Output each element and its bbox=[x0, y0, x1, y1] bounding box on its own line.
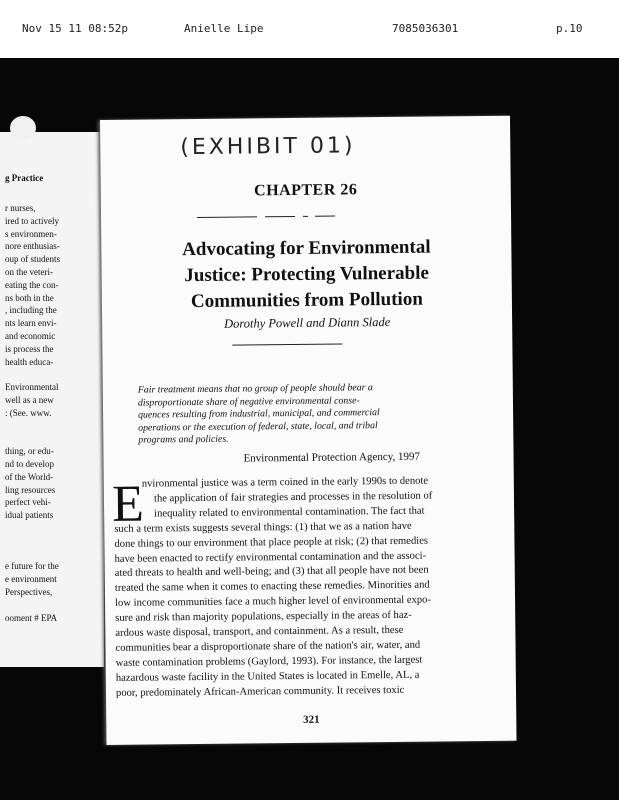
body-line: done things to our environment that place people at risk; (2) that remedies bbox=[114, 535, 429, 550]
body-line: hazardous waste facility in the United States is located in Emelle, AL, a bbox=[115, 669, 420, 684]
epigraph-line: operations or the execution of federal, state, local, and tribal bbox=[138, 419, 378, 434]
left-page-line: and economic bbox=[5, 331, 56, 341]
left-page-line: oup of students bbox=[5, 254, 60, 265]
body-line: have been enacted to rectify environmental contamination and the associ- bbox=[114, 550, 427, 565]
fax-sender: Anielle Lipe bbox=[184, 22, 264, 35]
left-page-line: of the World- bbox=[5, 471, 54, 482]
chapter-rule-dot bbox=[303, 216, 308, 217]
body-line: such a term exists suggests several things: (1) that we as a nation have bbox=[114, 520, 412, 535]
title-line: Advocating for Environmental bbox=[182, 236, 431, 261]
left-page-line: ired to actively bbox=[5, 215, 59, 226]
left-page-line: Environmental bbox=[5, 382, 59, 393]
scan-light-spot bbox=[10, 116, 36, 140]
left-page-line: well as a new bbox=[5, 395, 54, 405]
left-page-line: ooment # EPA bbox=[5, 612, 58, 623]
left-page-line: perfect vehi- bbox=[5, 497, 51, 508]
epigraph-source: Environmental Protection Agency, 1997 bbox=[243, 450, 421, 465]
fax-phone: 7085036301 bbox=[392, 22, 459, 35]
chapter-label: CHAPTER 26 bbox=[254, 181, 358, 200]
left-page-line: ling resources bbox=[5, 484, 56, 495]
left-page-line: e environment bbox=[5, 574, 57, 585]
body-text bbox=[111, 474, 456, 701]
page-number: 321 bbox=[302, 713, 320, 726]
left-page-line: , including the bbox=[5, 305, 57, 316]
title-line: Justice: Protecting Vulnerable bbox=[184, 262, 429, 287]
epigraph-line: quences resulting from industrial, municipal, and commercial bbox=[138, 407, 380, 421]
chapter-rule-mid bbox=[265, 216, 295, 217]
left-page-line: on the veteri- bbox=[5, 267, 53, 277]
left-page-line: Perspectives, bbox=[5, 587, 53, 597]
left-page-line: nts learn envi- bbox=[5, 318, 57, 329]
book-page bbox=[100, 116, 517, 745]
body-line: low income communities face a much higher level of environmental expo- bbox=[115, 594, 432, 610]
body-line: ated threats to health and well-being; and (3) that all people have not been bbox=[114, 565, 429, 580]
body-line: nvironmental justice was a term coined in the early 1990s to denote bbox=[141, 475, 429, 490]
left-page-line: e future for the bbox=[5, 561, 59, 572]
body-line: waste contamination problems (Gaylord, 1993). For instance, the largest bbox=[115, 654, 423, 669]
left-page-line: eating the con- bbox=[5, 279, 59, 290]
chapter-rule-left bbox=[197, 216, 257, 218]
chapter-authors: Dorothy Powell and Diann Slade bbox=[223, 314, 391, 331]
body-line: ardous waste disposal, transport, and containment. As a result, these bbox=[115, 624, 404, 639]
left-page-line: : (See. www. bbox=[5, 407, 52, 418]
left-page-line: s environmen- bbox=[5, 228, 57, 239]
chapter-title bbox=[101, 234, 512, 316]
epigraph bbox=[138, 382, 429, 448]
author-rule bbox=[232, 343, 342, 345]
epigraph-line: programs and policies. bbox=[138, 434, 229, 446]
body-line: the application of fair strategies and processes in the resolution of bbox=[153, 490, 433, 505]
body-line: treated the same when it comes to enacting these remedies. Minorities and bbox=[114, 579, 430, 595]
fax-header bbox=[0, 22, 619, 38]
fax-page: p.10 bbox=[556, 22, 583, 35]
exhibit-label: (EXHIBIT 01) bbox=[180, 133, 356, 161]
fax-date: Nov 15 11 08:52p bbox=[22, 22, 128, 35]
left-page-line: ns both in the bbox=[5, 292, 54, 303]
left-page-line: nd to develop bbox=[5, 459, 54, 469]
left-page-line: nore enthusias- bbox=[5, 241, 60, 252]
chapter-rule-right bbox=[315, 216, 335, 217]
drop-cap: E bbox=[111, 475, 145, 533]
left-page-heading: g Practice bbox=[5, 173, 44, 183]
left-page-line: idual patients bbox=[5, 510, 54, 521]
body-line: inequality related to environmental contamination. The fact that bbox=[154, 505, 425, 520]
epigraph-line: disproportionate share of negative environmental conse- bbox=[137, 394, 360, 409]
left-page-line: thing, or edu- bbox=[5, 446, 54, 457]
title-line: Communities from Pollution bbox=[190, 288, 423, 313]
body-line: poor, predominately African-American community. It receives toxic bbox=[115, 684, 405, 699]
left-page-line: r nurses, bbox=[5, 203, 36, 213]
body-line: communities bear a disproportionate share of the nation's air, water, and bbox=[115, 639, 421, 654]
body-line: sure and risk than majority populations, especially in the areas of haz- bbox=[115, 609, 412, 625]
left-page-line: health educa- bbox=[5, 356, 54, 367]
epigraph-line: Fair treatment means that no group of people should bear a bbox=[137, 382, 373, 396]
left-page-line: is process the bbox=[5, 343, 54, 354]
previous-page-fragment bbox=[0, 132, 104, 667]
